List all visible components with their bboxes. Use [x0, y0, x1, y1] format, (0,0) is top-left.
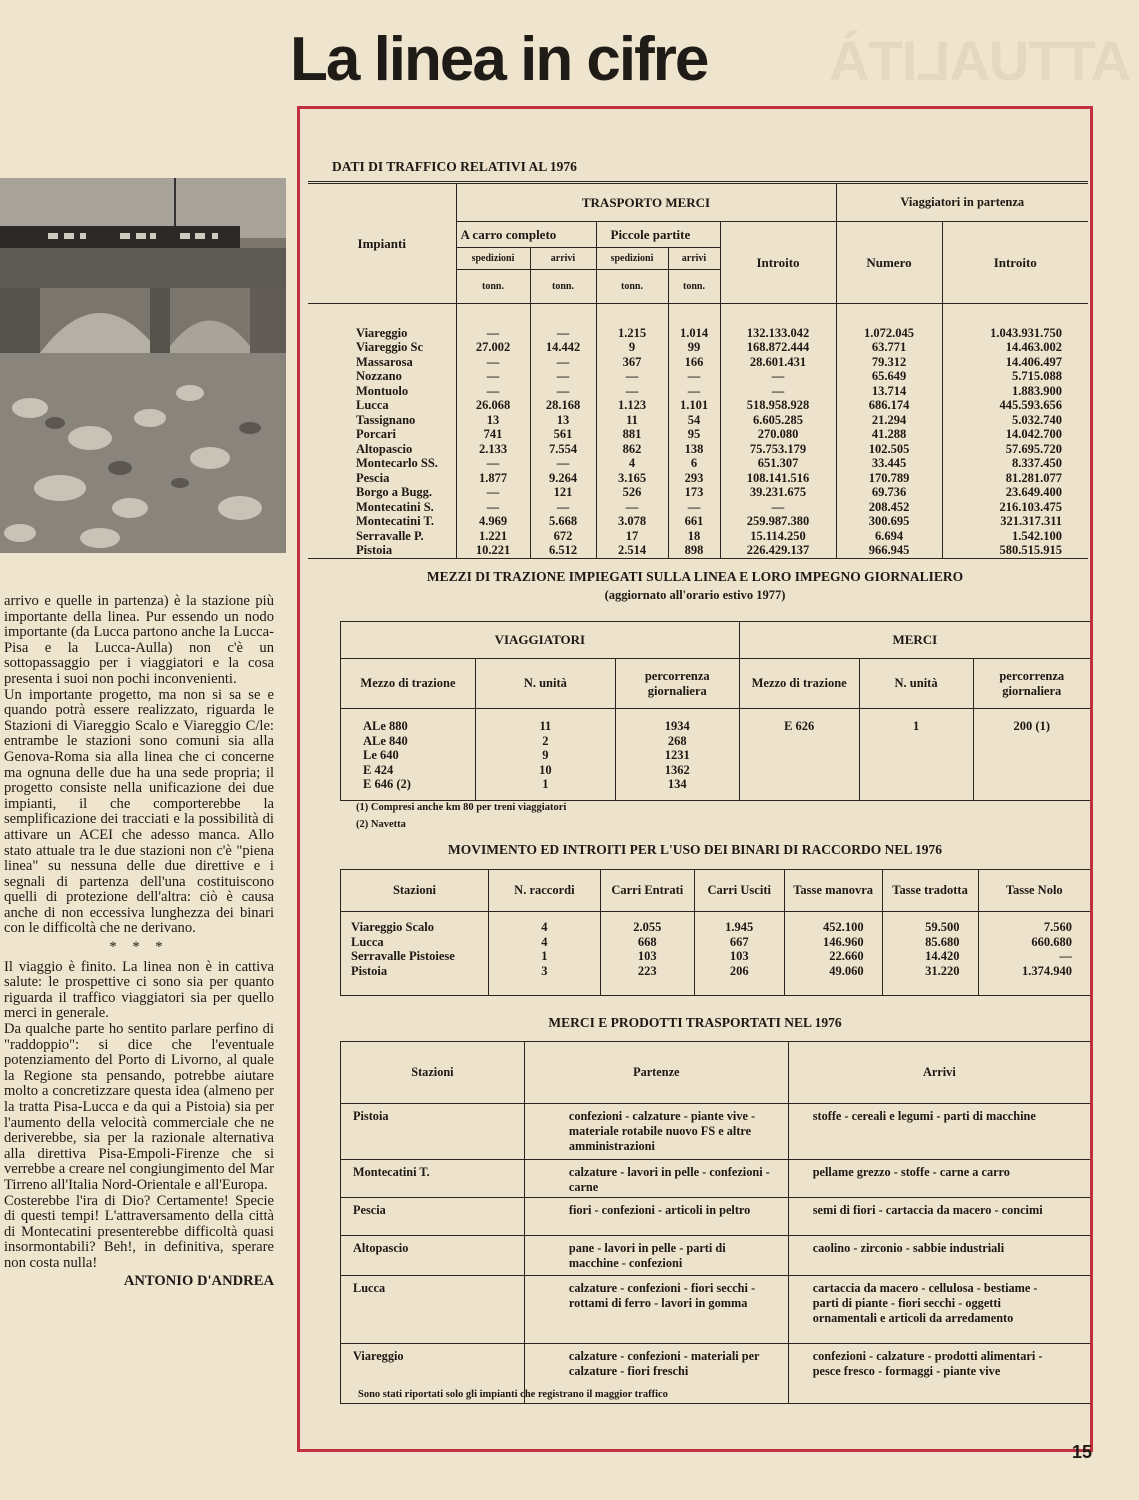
- table-cell: ALe 880: [363, 719, 408, 733]
- table-cell: 1: [542, 777, 549, 791]
- traction-header-merci: MERCI: [739, 622, 1090, 659]
- table-cell: 11: [626, 412, 638, 427]
- header-arrivi: arrivi: [668, 248, 720, 270]
- table-cell: 1362: [664, 762, 690, 777]
- station-name: Nozzano: [356, 369, 402, 383]
- table-cell: —: [556, 456, 570, 470]
- traction-subtitle: (aggiornato all'orario estivo 1977): [604, 588, 786, 602]
- table-cell: 8.337.450: [1012, 456, 1062, 470]
- traffic-col-piccole-arrivi: [668, 326, 720, 559]
- traffic-top-rule: [308, 181, 1088, 182]
- traction-note-2: (2) Navetta: [356, 819, 406, 830]
- table-cell: 5.668: [548, 514, 578, 528]
- prodotti-row: [341, 1160, 1091, 1198]
- traction-title: MEZZI DI TRAZIONE IMPIEGATI SULLA LINEA E LORO IMPEGNO GIORNALIERO: [426, 569, 964, 584]
- table-cell: 1.123: [617, 398, 647, 412]
- table-cell: 85.680: [925, 934, 960, 949]
- table-cell: —: [771, 499, 785, 514]
- table-cell: 121: [553, 485, 573, 499]
- table-cell: —: [687, 499, 701, 514]
- raccordo-header: Tasse manovra: [784, 870, 882, 912]
- header-impianti: Impianti: [308, 184, 456, 304]
- table-cell: 881: [622, 427, 642, 441]
- station-name: Montuolo: [356, 383, 409, 398]
- traction-header-percorrenza: percorrenza giornaliera: [615, 659, 739, 709]
- paragraph: arrivo e quelle in partenza) è la stazione più importante della linea. Pur essendo un nodo importante (da Lucca partono anche la Lucca-Pisa e la Lucca-Aulla) non c'è un sottopassaggio per i viaggiatori e la cosa presenta i suoi non pochi inconvenienti.: [4, 593, 274, 687]
- table-cell: 518.958.928: [746, 398, 810, 412]
- unit-tonn: tonn.: [668, 270, 720, 304]
- table-cell: 1231: [664, 748, 690, 762]
- table-cell: 3.078: [617, 514, 647, 528]
- traffic-col-impianti: [308, 326, 456, 559]
- station-name: Borgo a Bugg.: [356, 485, 433, 499]
- table-cell: 166: [684, 354, 704, 369]
- table-cell: —: [486, 369, 500, 383]
- table-cell: —: [486, 325, 500, 340]
- table-cell: 170.789: [868, 470, 910, 485]
- table-cell: 1: [912, 719, 920, 733]
- raccordo-header: N. raccordi: [488, 870, 600, 912]
- table-cell: 13: [556, 412, 570, 427]
- table-cell: 69.736: [871, 485, 907, 499]
- station-name: Montecatini T.: [341, 1160, 525, 1198]
- traction-table: [340, 621, 1090, 801]
- raccordo-table: [340, 869, 1090, 996]
- header-piccole-partite: Piccole partite: [596, 222, 720, 248]
- table-cell: 57.695.720: [1005, 441, 1062, 456]
- goods-list: calzature - confezioni - materiali per calzature - fiori freschi: [524, 1344, 788, 1404]
- station-name: Viareggio Sc: [356, 340, 424, 354]
- table-cell: 4: [541, 920, 548, 934]
- traffic-col-numero: [836, 326, 942, 559]
- header-introito-viaggiatori: Introito: [942, 222, 1088, 304]
- table-cell: 208.452: [868, 499, 910, 514]
- station-name: Viareggio: [356, 325, 408, 340]
- station-name: Serravalle P.: [356, 528, 424, 543]
- table-cell: 28.601.431: [749, 354, 807, 369]
- table-cell: 49.060: [829, 963, 864, 978]
- table-cell: 134: [667, 777, 687, 791]
- table-cell: 741: [483, 427, 503, 441]
- table-cell: 862: [622, 441, 642, 456]
- table-cell: 1.883.900: [1012, 383, 1062, 398]
- traffic-title: DATI DI TRAFFICO RELATIVI AL 1976: [332, 159, 577, 174]
- railway-bridge-image: [0, 178, 286, 553]
- table-cell: 668: [637, 934, 657, 949]
- table-cell: —: [687, 369, 701, 383]
- table-cell: 667: [729, 934, 749, 949]
- table-cell: 99: [687, 340, 701, 354]
- table-cell: 651.307: [757, 456, 799, 470]
- table-cell: 14.406.497: [1005, 354, 1062, 369]
- table-cell: 14.442: [545, 340, 581, 354]
- table-cell: 2.133: [478, 441, 508, 456]
- table-cell: 9: [542, 748, 549, 762]
- prodotti-footnote: Sono stati riportati solo gli impianti che registrano il maggior traffico: [358, 1389, 668, 1400]
- table-cell: —: [486, 354, 500, 369]
- table-cell: 138: [684, 441, 704, 456]
- raccordo-column: [341, 912, 489, 996]
- table-cell: 14.420: [925, 949, 960, 963]
- goods-list: fiori - confezioni - articoli in peltro: [524, 1198, 788, 1236]
- table-cell: 1.945: [725, 920, 754, 934]
- table-cell: 1.877: [478, 470, 508, 485]
- ghost-header: ATTUALITÀ: [830, 29, 1131, 92]
- table-cell: —: [556, 325, 570, 340]
- table-cell: 103: [729, 949, 749, 963]
- traction-col-unita-viaggiatori: [475, 709, 615, 801]
- prodotti-header: Arrivi: [788, 1042, 1090, 1104]
- table-cell: 6.512: [548, 543, 578, 557]
- table-cell: —: [556, 354, 570, 369]
- goods-list: calzature - lavori in pelle - confezioni - carne: [524, 1160, 788, 1198]
- table-cell: 95: [687, 427, 701, 441]
- table-cell: —: [1059, 949, 1072, 963]
- table-cell: 1: [541, 949, 548, 963]
- station-name: Pescia: [356, 470, 390, 485]
- table-cell: —: [771, 369, 785, 383]
- table-cell: 4: [628, 456, 636, 470]
- header-carro-completo: A carro completo: [456, 222, 596, 248]
- table-cell: 898: [684, 543, 704, 557]
- table-cell: 27.002: [475, 340, 511, 354]
- station-name: Porcari: [356, 427, 397, 441]
- raccordo-column: [978, 912, 1090, 996]
- traffic-col-introito-merci: [720, 326, 836, 559]
- table-cell: 259.987.380: [746, 514, 810, 528]
- table-cell: 81.281.077: [1005, 470, 1062, 485]
- prodotti-row: [341, 1104, 1091, 1160]
- table-cell: 9.264: [548, 470, 578, 485]
- table-cell: 226.429.137: [746, 543, 810, 557]
- paragraph: Un importante progetto, ma non si sa se e quando potrà essere realizzato, riguarda le Stazioni di Viareggio Scalo e Viareggio C/le: entrambe le stazioni sono comuni sia alla Genova-Roma sia alla linea che ci concerne ma ognuna delle due ha una sede propria; il progetto consiste nella unificazione dei due impianti, il che comporterebbe la semplificazione dei tracciati e la possibilità di attivare un ACEI che adesso manca. Allo stato attuale tra le due stazioni non c'è "piena linea" su nessuna delle due direttive e i segnali di partenza dell'una costituiscono quelli di protezione dell'altra: ciò è causa anche di non eccessiva lunghezza dei binari con le difficoltà che ne derivano.: [4, 686, 274, 937]
- table-cell: 561: [553, 427, 573, 441]
- table-cell: 102.505: [868, 441, 910, 456]
- table-cell: 10.221: [475, 543, 511, 557]
- table-cell: 54: [687, 412, 701, 427]
- station-name: Pescia: [341, 1198, 525, 1236]
- station-name: Lucca: [341, 1276, 525, 1344]
- table-cell: 173: [684, 485, 704, 499]
- table-cell: 13: [486, 412, 500, 427]
- table-cell: 1.221: [478, 528, 508, 543]
- station-name: Viareggio Scalo: [351, 920, 434, 934]
- table-cell: —: [556, 369, 570, 383]
- traction-header-mezzo: Mezzo di trazione: [739, 659, 859, 709]
- paragraph: Da qualche parte ho sentito parlare perfino di "raddoppio": si dice che l'eventuale potenziamento del Porto di Livorno, al quale la Regione sta pensando, potrebbe aiutare molto a concretizzare questa idea (almeno per la tratta Pisa-Lucca e da qui a Pistoia) sia per l'aumento della velocità commerciale che ne deriverebbe, sia per la razionale alternativa alla direttiva Pisa-Empoli-Firenze che si verrebbe a creare nel congiungimento del Mar Tirreno all'Italia Nord-Orientale e all'Europa.: [4, 1021, 274, 1193]
- table-cell: 14.463.002: [1005, 340, 1062, 354]
- table-cell: 5.715.088: [1012, 369, 1062, 383]
- table-cell: 1.043.931.750: [990, 325, 1062, 340]
- goods-list: cartaccia da macero - cellulosa - bestiame - parti di piante - fiori secchi - oggetti ornamentali e articoli da arredamento: [788, 1276, 1090, 1344]
- prodotti-row: [341, 1236, 1091, 1276]
- table-cell: 4: [541, 934, 548, 949]
- raccordo-header: Tasse tradotta: [882, 870, 978, 912]
- table-cell: 79.312: [871, 354, 907, 369]
- table-cell: 65.649: [871, 369, 907, 383]
- table-cell: 63.771: [871, 340, 907, 354]
- raccordo-header: Stazioni: [341, 870, 489, 912]
- table-cell: 13.714: [871, 383, 907, 398]
- table-cell: 168.872.444: [746, 340, 810, 354]
- table-cell: 6: [690, 456, 698, 470]
- header-trasporto-merci: TRASPORTO MERCI: [456, 184, 836, 222]
- traction-header-unita: N. unità: [859, 659, 973, 709]
- table-cell: 15.114.250: [750, 528, 806, 543]
- goods-list: stoffe - cereali e legumi - parti di macchine: [788, 1104, 1090, 1160]
- prodotti-table: [340, 1041, 1090, 1404]
- table-cell: ALe 840: [363, 733, 408, 748]
- station-name: Altopascio: [356, 441, 413, 456]
- traffic-col-piccole-spedizioni: [596, 326, 668, 559]
- goods-list: confezioni - calzature - prodotti alimentari - pesce fresco - formaggi - piante vive: [788, 1344, 1090, 1404]
- table-cell: —: [771, 383, 785, 398]
- table-cell: E 424: [363, 762, 394, 777]
- table-cell: 445.593.656: [999, 398, 1062, 412]
- table-cell: Le 640: [363, 748, 399, 762]
- table-cell: —: [625, 383, 639, 398]
- page-title: La linea in cifre: [290, 25, 708, 94]
- table-cell: —: [486, 499, 500, 514]
- table-cell: 300.695: [868, 514, 910, 528]
- table-cell: 31.220: [925, 963, 960, 978]
- raccordo-title: MOVIMENTO ED INTROITI PER L'USO DEI BINARI DI RACCORDO NEL 1976: [447, 842, 943, 857]
- table-cell: 6.694: [874, 528, 904, 543]
- traffic-col-introito-viaggiatori: [942, 326, 1088, 559]
- station-name: Pistoia: [356, 543, 393, 557]
- table-cell: 10: [539, 762, 552, 777]
- table-cell: 1.215: [617, 325, 647, 340]
- raccordo-column: [694, 912, 784, 996]
- unit-tonn: tonn.: [530, 270, 596, 304]
- goods-list: confezioni - calzature - piante vive - materiale rotabile nuovo FS e altre amministrazioni: [524, 1104, 788, 1160]
- raccordo-column: [882, 912, 978, 996]
- station-name: Massarosa: [356, 354, 413, 369]
- prodotti-header: Stazioni: [341, 1042, 525, 1104]
- table-cell: 2.055: [633, 920, 662, 934]
- traction-col-percorrenza-viaggiatori: [615, 709, 739, 801]
- table-cell: 660.680: [1031, 934, 1072, 949]
- table-cell: 2.514: [617, 543, 647, 557]
- traction-header-percorrenza: percorrenza giornaliera: [973, 659, 1090, 709]
- header-spedizioni: spedizioni: [456, 248, 530, 270]
- table-cell: 18: [687, 528, 701, 543]
- table-cell: 33.445: [871, 456, 907, 470]
- table-cell: 2: [542, 733, 549, 748]
- station-name: Altopascio: [341, 1236, 525, 1276]
- table-cell: 1.374.940: [1022, 963, 1072, 978]
- railway-photo: [0, 178, 286, 553]
- page-number: 15: [1072, 1442, 1093, 1462]
- table-cell: 367: [622, 354, 642, 369]
- goods-list: caolino - zirconio - sabbie industriali: [788, 1236, 1090, 1276]
- station-name: Montecarlo SS.: [356, 456, 438, 470]
- table-cell: —: [486, 485, 500, 499]
- goods-list: pellame grezzo - stoffe - carne a carro: [788, 1160, 1090, 1198]
- raccordo-column: [784, 912, 882, 996]
- table-cell: 3: [541, 963, 548, 978]
- header-introito: Introito: [720, 222, 836, 304]
- goods-list: semi di fiori - cartaccia da macero - concimi: [788, 1198, 1090, 1236]
- header-numero: Numero: [836, 222, 942, 304]
- table-cell: 1934: [664, 719, 690, 733]
- table-cell: 1.072.045: [864, 325, 914, 340]
- raccordo-header: Tasse Nolo: [978, 870, 1090, 912]
- station-name: Tassignano: [356, 412, 416, 427]
- table-cell: —: [556, 383, 570, 398]
- paragraph: Il viaggio è finito. La linea non è in cattiva salute: le prospettive ci sono sia per quanto riguarda il traffico viaggiatori sia per quello merci in generale.: [4, 958, 274, 1022]
- table-cell: 21.294: [871, 412, 907, 427]
- statistics-box: [297, 106, 1093, 1452]
- traction-col-unita-merci: [859, 709, 973, 801]
- table-cell: 526: [622, 485, 642, 499]
- station-name: Pistoia: [341, 1104, 525, 1160]
- table-cell: 293: [684, 470, 704, 485]
- prodotti-title: MERCI E PRODOTTI TRASPORTATI NEL 1976: [548, 1015, 842, 1030]
- table-cell: —: [556, 499, 570, 514]
- table-cell: 28.168: [545, 398, 581, 412]
- paragraph: Costerebbe l'ira di Dio? Certamente! Specie di questi tempi! L'attraversamento della città di Montecatini presenterebbe difficoltà quasi insormontabili? Beh!, in definitiva, sperare non costa nulla!: [4, 1192, 274, 1271]
- table-cell: 661: [684, 514, 704, 528]
- table-cell: 22.660: [829, 949, 864, 963]
- traction-note-1: (1) Compresi anche km 80 per treni viaggiatori: [356, 802, 567, 813]
- table-cell: 216.103.475: [999, 499, 1062, 514]
- table-cell: —: [486, 456, 500, 470]
- section-separator: * * *: [109, 939, 169, 956]
- goods-list: pane - lavori in pelle - parti di macchine - confezioni: [524, 1236, 788, 1276]
- table-cell: 26.068: [475, 398, 511, 412]
- table-cell: 39.231.675: [749, 485, 807, 499]
- station-name: Viareggio: [341, 1344, 525, 1404]
- traffic-col-carro-spedizioni: [456, 326, 530, 559]
- table-cell: 5.032.740: [1012, 412, 1062, 427]
- table-cell: 4.969: [478, 514, 508, 528]
- traffic-col-carro-arrivi: [530, 326, 596, 559]
- table-cell: 223: [637, 963, 657, 978]
- table-cell: 200 (1): [1013, 719, 1050, 733]
- table-cell: 270.080: [757, 427, 799, 441]
- header-viaggiatori: Viaggiatori in partenza: [836, 184, 1088, 222]
- table-cell: 672: [553, 528, 573, 543]
- table-cell: 146.960: [822, 934, 864, 949]
- table-cell: 14.042.700: [1005, 427, 1062, 441]
- table-cell: 41.288: [871, 427, 907, 441]
- table-cell: —: [687, 383, 701, 398]
- table-cell: E 626: [784, 719, 815, 733]
- table-cell: 1.101: [679, 398, 709, 412]
- table-cell: 206: [729, 963, 749, 978]
- station-name: Lucca: [351, 934, 384, 949]
- unit-tonn: tonn.: [596, 270, 668, 304]
- station-name: Lucca: [356, 398, 389, 412]
- table-cell: 23.649.400: [1005, 485, 1062, 499]
- traffic-table: [308, 183, 1088, 559]
- table-cell: 7.560: [1043, 920, 1072, 934]
- raccordo-column: [488, 912, 600, 996]
- prodotti-header: Partenze: [524, 1042, 788, 1104]
- table-cell: 11: [539, 719, 552, 733]
- traction-col-mezzo-viaggiatori: [341, 709, 476, 801]
- table-cell: 686.174: [868, 398, 910, 412]
- table-cell: 268: [667, 733, 687, 748]
- prodotti-row: [341, 1276, 1091, 1344]
- table-cell: —: [625, 499, 639, 514]
- table-cell: —: [625, 369, 639, 383]
- table-cell: 17: [625, 528, 639, 543]
- table-cell: 108.141.516: [746, 470, 810, 485]
- traction-header-mezzo: Mezzo di trazione: [341, 659, 476, 709]
- table-cell: 6.605.285: [753, 412, 803, 427]
- table-cell: 3.165: [617, 470, 647, 485]
- table-cell: 75.753.179: [749, 441, 807, 456]
- header-spedizioni: spedizioni: [596, 248, 668, 270]
- table-cell: —: [486, 383, 500, 398]
- unit-tonn: tonn.: [456, 270, 530, 304]
- table-cell: 966.945: [868, 543, 910, 557]
- article-text: [4, 594, 274, 1289]
- table-cell: 580.515.915: [999, 543, 1062, 557]
- table-cell: 321.317.311: [1000, 514, 1062, 528]
- goods-list: calzature - confezioni - fiori secchi - rottami di ferro - lavori in gomma: [524, 1276, 788, 1344]
- table-cell: 9: [628, 340, 636, 354]
- traction-col-percorrenza-merci: [973, 709, 1090, 801]
- raccordo-header: Carri Usciti: [694, 870, 784, 912]
- raccordo-column: [600, 912, 694, 996]
- table-cell: 7.554: [548, 441, 578, 456]
- table-cell: 59.500: [925, 920, 960, 934]
- prodotti-row: [341, 1198, 1091, 1236]
- table-cell: 1.542.100: [1012, 528, 1062, 543]
- station-name: Serravalle Pistoiese: [351, 949, 455, 963]
- traction-col-mezzo-merci: [739, 709, 859, 801]
- raccordo-header: Carri Entrati: [600, 870, 694, 912]
- header-arrivi: arrivi: [530, 248, 596, 270]
- traction-header-unita: N. unità: [475, 659, 615, 709]
- author-name: ANTONIO D'ANDREA: [123, 1272, 274, 1289]
- station-name: Montecatini S.: [356, 499, 434, 514]
- table-cell: 132.133.042: [746, 325, 810, 340]
- traction-header-viaggiatori: VIAGGIATORI: [341, 622, 740, 659]
- table-cell: 452.100: [822, 920, 864, 934]
- table-cell: 103: [637, 949, 657, 963]
- table-cell: 1.014: [679, 325, 709, 340]
- station-name: Montecatini T.: [356, 514, 435, 528]
- table-cell: E 646 (2): [363, 777, 411, 791]
- station-name: Pistoia: [351, 963, 388, 978]
